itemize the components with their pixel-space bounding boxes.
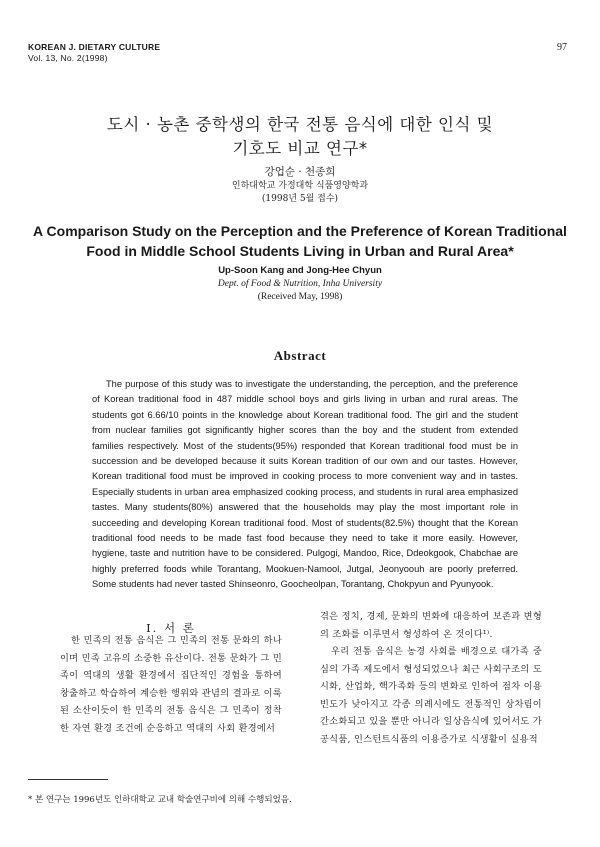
english-affiliation: Dept. of Food & Nutrition, Inha University bbox=[217, 279, 383, 289]
korean-affiliation: 인하대학교 가정대학 식품영양학과 bbox=[231, 181, 369, 191]
english-title bbox=[0, 221, 600, 261]
korean-received: (1998년 5월 접수) bbox=[261, 194, 339, 204]
korean-affiliation-block bbox=[0, 180, 600, 206]
english-received: (Received May, 1998) bbox=[257, 292, 343, 302]
body-right-paragraph-2: 우리 전통 음식은 농경 사회를 배경으로 대가족 중심의 가족 제도에서 형성되었으나 최근 사회구조의 도시화, 산업화, 핵가족화 등의 변화로 인하여 점차 이용 빈도가 낮아지고 각종 의례시에도 전통적인 상차림이 간소화되고 있을 뿐만 아니라 일상음식에 있어서도 가공식품, 인스턴트식품의 이용증가로 식생활이 실용적 bbox=[320, 646, 542, 745]
journal-header bbox=[28, 42, 160, 64]
footnote-divider bbox=[28, 779, 108, 780]
english-title-line2: Food in Middle School Students Living in Urban and Rural Area* bbox=[86, 243, 514, 259]
korean-authors: 강업순 · 천종희 bbox=[264, 166, 336, 178]
footnote: * 본 연구는 1996년도 인하대학교 교내 학술연구비에 의해 수행되었음. bbox=[28, 795, 292, 805]
english-authors: Up-Soon Kang and Jong-Hee Chyun bbox=[218, 265, 382, 276]
journal-volume: Vol. 13, No. 2(1998) bbox=[28, 53, 108, 63]
body-left-column: 한 민족의 전통 음식은 그 민족의 전통 문화의 하나이며 민족 고유의 소중한 유산이다. 전통 문화가 그 민족이 역대의 생활 환경에서 집단적인 경험을 통하여 창출하고 학습하여 계승한 행위와 관념의 결과로 이룩된 소산이듯이 한 민족의 전통 음식은 그 민족이 정착한 자연 환경 조건에 순응하고 역대의 사회 환경에서 bbox=[60, 635, 282, 734]
body-right-column bbox=[320, 608, 542, 748]
page-number: 97 bbox=[557, 42, 567, 53]
english-title-line1: A Comparison Study on the Perception and the Preference of Korean Traditional bbox=[33, 223, 567, 239]
korean-title bbox=[0, 113, 600, 161]
korean-title-line2: 기호도 비교 연구* bbox=[232, 139, 368, 158]
body-right-paragraph-1: 겪은 정치, 경제, 문화의 변화에 대응하여 보존과 변형의 조화를 이루면서 형성하여 온 것이다¹⁾. bbox=[320, 611, 542, 640]
abstract-heading: Abstract bbox=[273, 348, 327, 363]
journal-name: KOREAN J. DIETARY CULTURE bbox=[28, 42, 161, 52]
korean-title-line1: 도시 · 농촌 중학생의 한국 전통 음식에 대한 인식 및 bbox=[106, 115, 494, 134]
section-heading-introduction: I. 서 론 bbox=[146, 621, 196, 635]
abstract-text: The purpose of this study was to investigate the understanding, the perception, and the preference of Korean traditional food in 487 middle school boys and girls living in urban and rural areas. The students got 6.66/10 points in the knowledge about Korean traditional food. The girl and the student from nuclear families got significantly higher scores than the boy and the student from extended families respectively. Most of the students(95%) responded that Korean traditional food must be in succession and be developed because it suits Korean tradition of our own and our tastes. However, Korean traditional food must be improved in cooking process to more convenient way and in tastes. Especially students in urban area emphasized cooking process, and students in rural area emphasized tastes. Many students(80%) answered that the households may play the most important role in succeeding and developing Korean traditional food. Most of students(82.5%) thought that the Korean traditional food needs to be made fast food because they need to take it more easily. However, hygiene, taste and nutrition have to be considered. Pulgogi, Mandoo, Rice, Ddeokgook, Chabchae are highly preferred foods while Torantang, Mookuen-Namool, Jutgal, Jeonyoouh are poorly preferred. Some students had never tasted Shinseonro, Goocheolpan, Torantang, Chokpyun and Pyunyook. bbox=[92, 379, 518, 590]
